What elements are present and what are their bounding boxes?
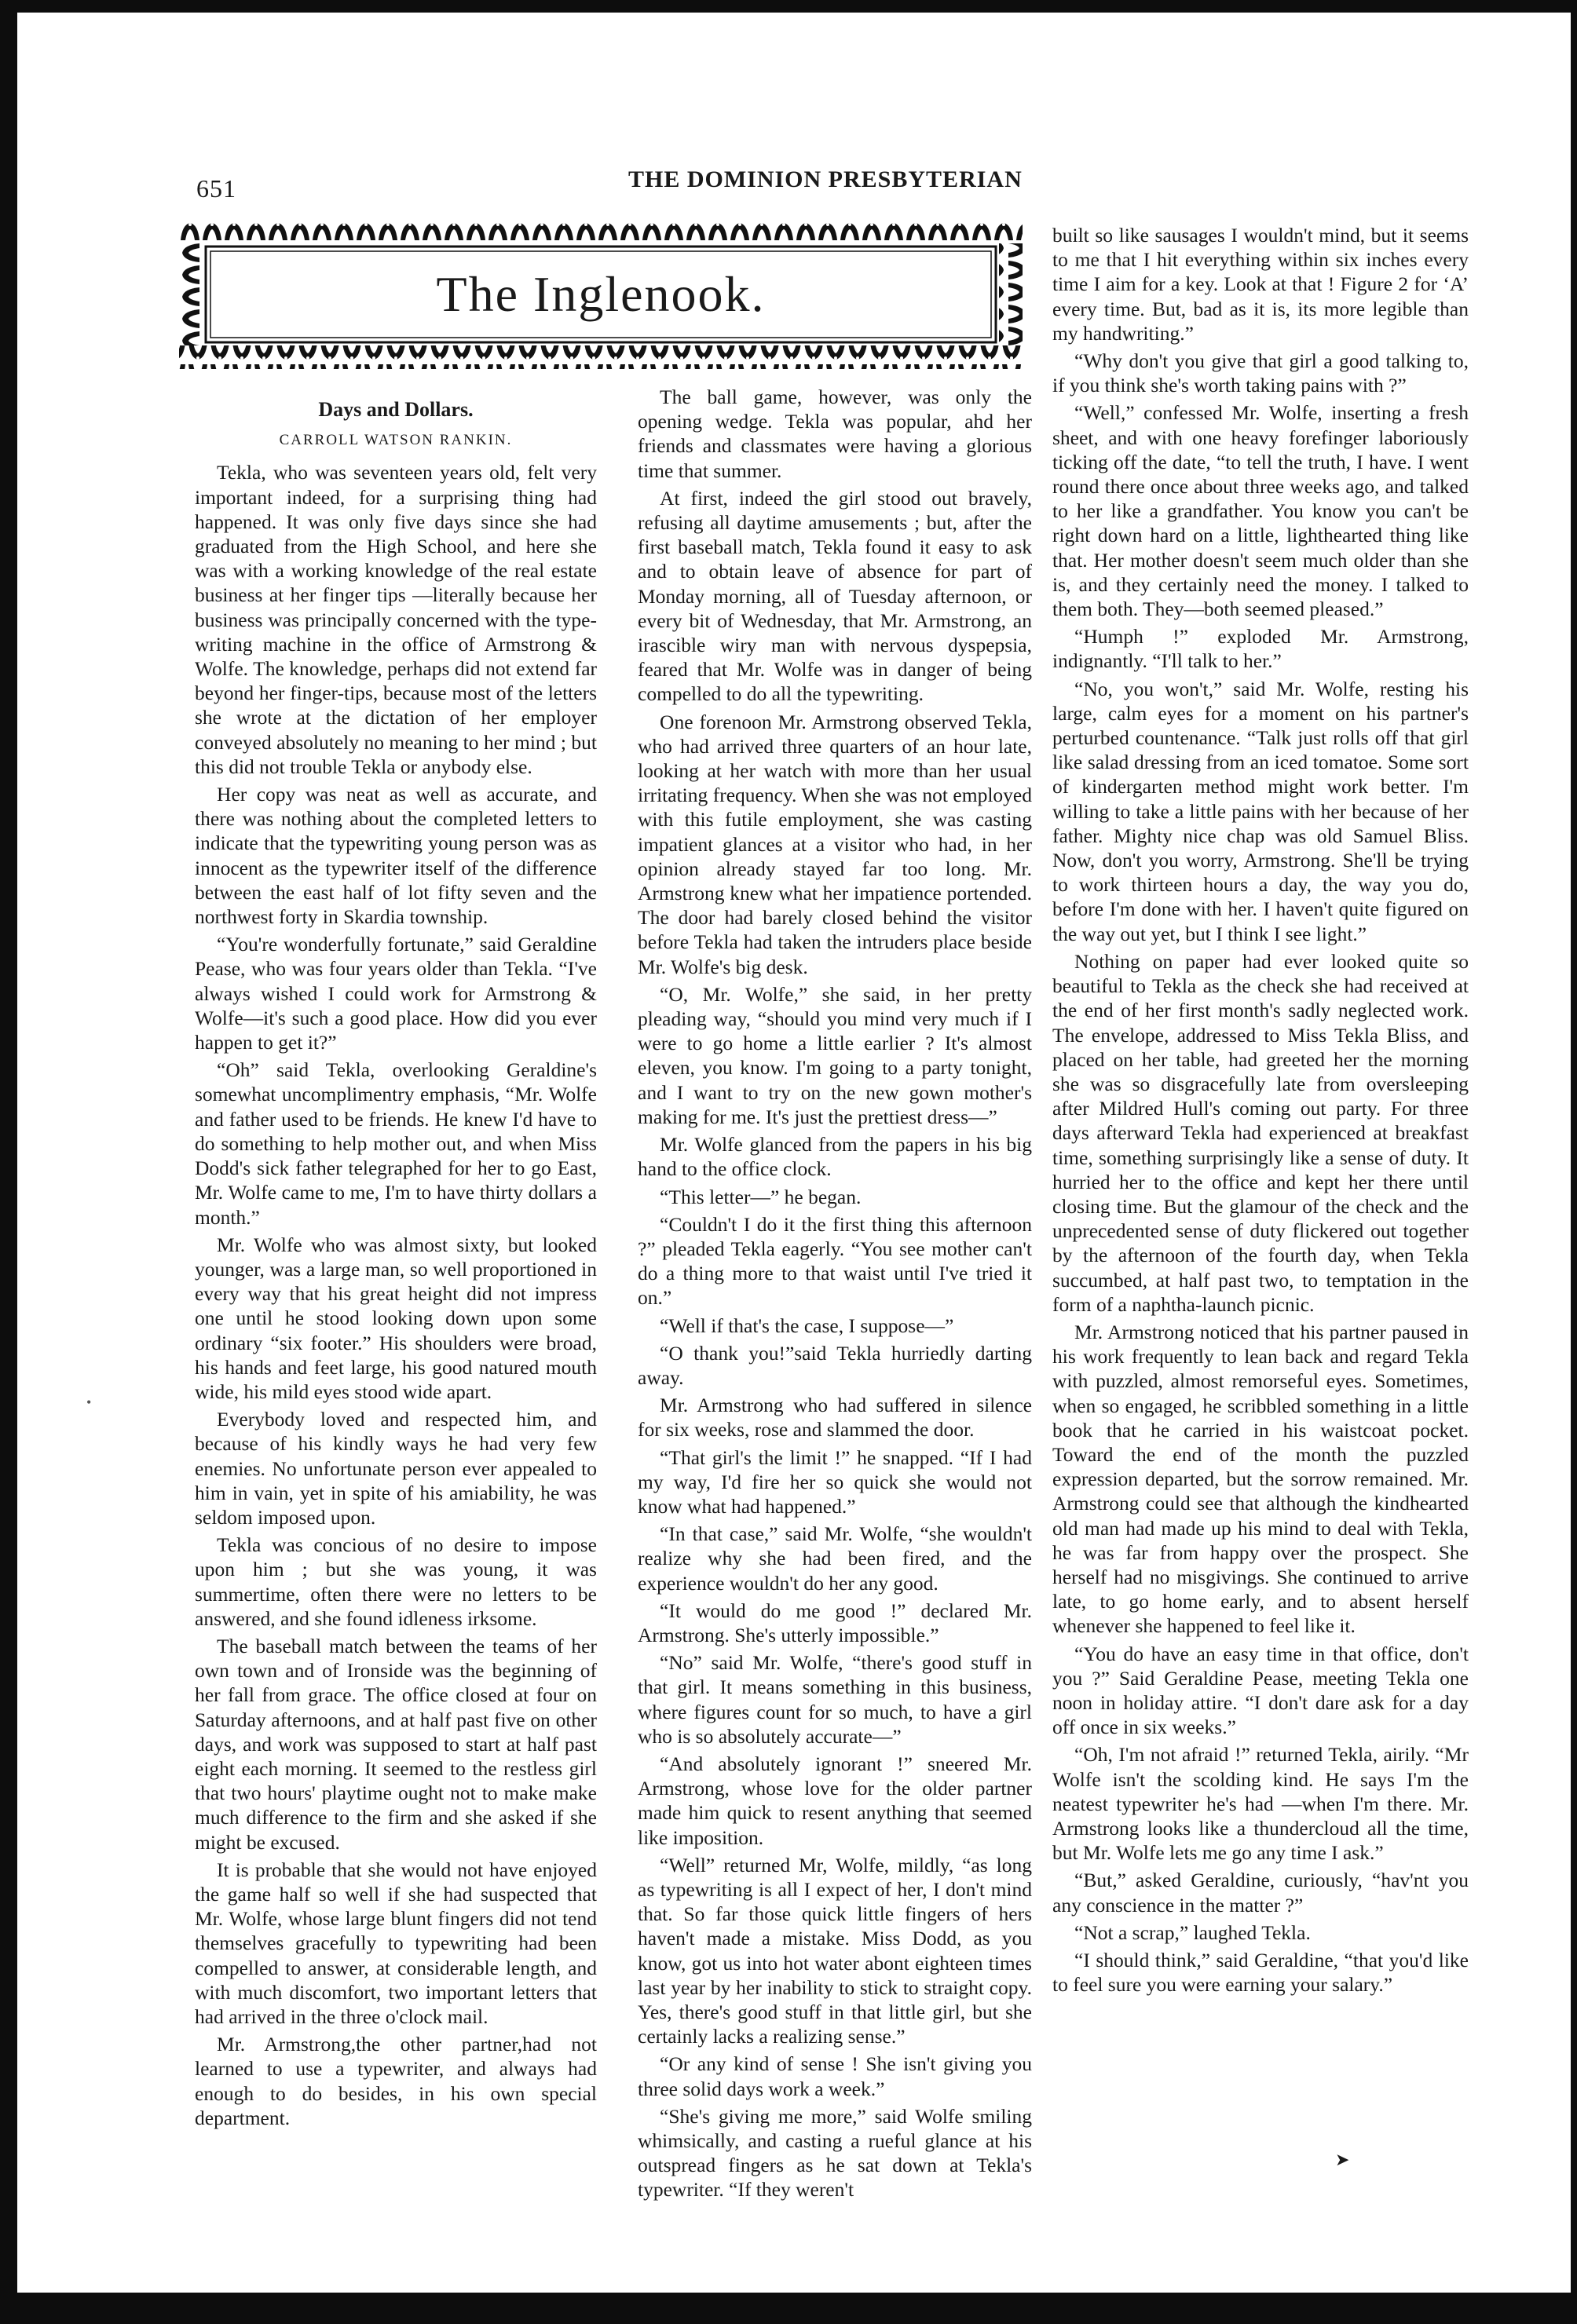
paragraph: “O, Mr. Wolfe,” she said, in her pretty pleading way, “should you mind very much if I were to go home a little earlier ? It's almost eleven, you know. I'm going to a party tonight, and I want to try on the new gown mother's making for me. It's just the prettiest dress—” bbox=[638, 982, 1032, 1128]
section-title: The Inglenook. bbox=[436, 266, 766, 322]
paragraph: “And absolutely ignorant !” sneered Mr. Armstrong, whose love for the older partner made him quick to resent anything that seemed like imposition. bbox=[638, 1752, 1032, 1849]
paragraph: It is probable that she would not have enjoyed the game half so well if she had suspected that Mr. Wolfe, whose large blunt fingers did not tend themselves gracefully to typewriting had been compelled to answer, at considerable length, and with much discomfort, two important letters that had arrived in the three o'clock mail. bbox=[195, 1858, 597, 2028]
paragraph: “Humph !” exploded Mr. Armstrong, indignantly. “I'll talk to her.” bbox=[1052, 625, 1469, 673]
paragraph: “O thank you!”said Tekla hurriedly darting away. bbox=[638, 1341, 1032, 1389]
paragraph: At first, indeed the girl stood out bravely, refusing all daytime amusements ; but, after the first baseball match, Tekla found it easy to ask and to obtain leave of absence for part of Monday morning, all of Tuesday afternoon, or every bit of Wednesday, that Mr. Armstrong, an irascible wiry man with nervous dyspepsia, feared that Mr. Wolfe was in danger of being compelled to do all the typewriting. bbox=[638, 486, 1032, 706]
paragraph: “I should think,” said Geraldine, “that you'd like to feel sure you were earning your salary.” bbox=[1052, 1949, 1469, 1997]
paragraph: “You're wonderfully fortunate,” said Geraldine Pease, who was four years older than Tekla. “I've always wished I could work for Armstrong & Wolfe—it's such a good place. How did you ever happen to get it?” bbox=[195, 933, 597, 1054]
paragraph: Tekla, who was seventeen years old, felt very important indeed, for a surprising thing had happened. It was only five days since she had graduated from the High School, and here she was with a working knowledge of the real estate business at her finger tips —literally because her business was principally concerned with the type-writing machine in the office of Armstrong & Wolfe. The knowledge, perhaps did not extend far beyond her finger-tips, because most of the letters she wrote at the dictation of her employer conveyed absolutely no meaning to her mind ; but this did not trouble Tekla or anybody else. bbox=[195, 461, 597, 778]
text-column-3 bbox=[1052, 223, 1469, 2000]
text-column-2 bbox=[638, 385, 1032, 2205]
article-title: Days and Dollars. bbox=[318, 398, 474, 421]
paragraph: “She's giving me more,” said Wolfe smiling whimsically, and casting a rueful glance at his outspread fingers as he sat down at Tekla's typewriter. “If they weren't bbox=[638, 2104, 1032, 2202]
paragraph: Mr. Wolfe who was almost sixty, but looked younger, was a large man, so well proportioned in every way that his great height did not impress one until he stood looking down upon some ordinary “six footer.” His shoulders were broad, his hands and feet large, his good natured mouth wide, his mild eyes stood wide apart. bbox=[195, 1233, 597, 1403]
scan-mark: ➤ bbox=[1335, 2150, 1350, 2169]
paragraph: Mr. Armstrong,the other partner,had not learned to use a typewriter, and always had enough to do besides, in his own special department. bbox=[195, 2033, 597, 2129]
article-byline: CARROLL WATSON RANKIN. bbox=[279, 432, 513, 449]
running-head: THE DOMINION PRESBYTERIAN bbox=[628, 166, 1023, 192]
paragraph: “Oh” said Tekla, overlooking Geraldine's somewhat uncomplimentry emphasis, “Mr. Wolfe and father used to be friends. He knew I'd have to do something to help mother out, and when Miss Dodd's sick father telegraphed for her to go East, Mr. Wolfe came to me, I'm to have thirty dollars a month.” bbox=[195, 1058, 597, 1229]
paragraph: “Why don't you give that girl a good talking to, if you think she's worth taking pains with ?” bbox=[1052, 349, 1469, 397]
paragraph: “This letter—” he began. bbox=[660, 1185, 862, 1208]
paragraph: “Oh, I'm not afraid !” returned Tekla, airily. “Mr Wolfe isn't the scolding kind. He says I'm the neatest typewriter he's had —when I'm there. Mr. Armstrong looks like a thundercloud all the time, but Mr. Wolfe lets me go any time I ask.” bbox=[1052, 1743, 1469, 1865]
paragraph: Everybody loved and respected him, and because of his kindly ways he had very few enemies. No unfortunate person ever appealed to him in vain, yet in spite of his amiability, he was seldom imposed upon. bbox=[195, 1408, 597, 1529]
scan-mark: • bbox=[86, 1394, 92, 1410]
scan-border-right bbox=[1571, 0, 1577, 2324]
paragraph: “No, you won't,” said Mr. Wolfe, resting his large, calm eyes for a moment on his partner's perturbed countenance. “Talk just rolls off that girl like salad dressing from an iced tomatoe. Some sort of kindergarten method might work better. I'm willing to take a little pains with her because of her father. Mighty nice chap was old Samuel Bliss. Now, don't you worry, Armstrong. She'll be trying to work thirteen hours a day, the way you do, before I'm done with her. I haven't quite figured on the way out yet, but I think I see light.” bbox=[1052, 677, 1469, 945]
text-column-1 bbox=[195, 397, 597, 2133]
paragraph: “Or any kind of sense ! She isn't giving you three solid days work a week.” bbox=[638, 2052, 1032, 2100]
paragraph: “Well,” confessed Mr. Wolfe, inserting a fresh sheet, and with one heavy forefinger laboriously ticking off the date, “to tell the truth, I have. I went round there once about three weeks ago, and talked to her like a grandfather. You know you can't be right down hard on a little, lighthearted thing like that. Her mother doesn't seem much older than she is, and they certainly need the money. I talked to them both. They—both seemed pleased.” bbox=[1052, 401, 1469, 621]
paragraph: One forenoon Mr. Armstrong observed Tekla, who had arrived three quarters of an hour late, looking at her watch with more than her usual irritating frequency. When she was not employed with this futile employment, she was casting impatient glances at a visitor who had, in her opinion already stayed far too long. Mr. Armstrong knew what her impatience portended. The door had barely closed behind the visitor before Tekla had taken the intruders place beside Mr. Wolfe's big desk. bbox=[638, 710, 1032, 978]
paragraph: The baseball match between the teams of her own town and of Ironside was the beginning of her fall from grace. The office closed at four on Saturday afternoons, and at half past five on other days, and work was supposed to start at half past eight each morning. It seemed to the restless girl that two hours' playtime ought not to make make much difference to the firm and she asked if she might be excused. bbox=[195, 1634, 597, 1854]
paragraph: Mr. Wolfe glanced from the papers in his big hand to the office clock. bbox=[638, 1133, 1032, 1181]
scan-border-top bbox=[0, 0, 1577, 13]
paragraph: Tekla was concious of no desire to impose upon him ; but she was young, it was summertime, often there were no letters to be answered, and she found idleness irksome. bbox=[195, 1533, 597, 1630]
paragraph: Mr. Armstrong who had suffered in silence for six weeks, rose and slammed the door. bbox=[638, 1394, 1032, 1442]
section-title-box bbox=[179, 220, 1023, 369]
paragraph: “It would do me good !” declared Mr. Armstrong. She's utterly impossible.” bbox=[638, 1599, 1032, 1646]
scan-border-left bbox=[0, 0, 17, 2324]
paragraph: Nothing on paper had ever looked quite so beautiful to Tekla as the check she had received at the end of her first month's sadly neglected work. The envelope, addressed to Miss Tekla Bliss, and placed on her table, had greeted her the morning she was so disgracefully late from oversleeping after Mildred Hull's coming out party. For three days afterward Tekla had experienced at breakfast time, something surprisingly like a sense of duty. It hurried her to the office and kept her there until closing time. But the glamour of the check and the unprecedented sense of duty flickered out together by the afternoon of the fourth day, when Tekla succumbed, at half past two, to temptation in the form of a naphtha-launch picnic. bbox=[1052, 949, 1469, 1316]
scan-border-bottom bbox=[0, 2293, 1577, 2324]
paragraph: “No” said Mr. Wolfe, “there's good stuff in that girl. It means something in this business, where figures count for so much, to have a girl who is so absolutely accurate—” bbox=[638, 1651, 1032, 1748]
paragraph: built so like sausages I wouldn't mind, but it seems to me that I hit everything within six inches every time I aim for a key. Look at that ! Figure 2 for ‘A’ every time. But, bad as it is, its more legible than my handwriting.” bbox=[1052, 224, 1469, 345]
page-number: 651 bbox=[196, 174, 236, 203]
paragraph: “Not a scrap,” laughed Tekla. bbox=[1074, 1920, 1311, 1944]
paragraph: Mr. Armstrong noticed that his partner paused in his work frequently to lean back and regard Tekla with puzzled, almost remorseful eyes. Sometimes, when so engaged, he scribbled something in a little book that he carried in his waistcoat pocket. Toward the end of the month the puzzled expression departed, but the sorrow remained. Mr. Armstrong could see that although the kindhearted old man had made up his mind to deal with Tekla, he was far from happy over the prospect. She herself had no misgivings. She continued to arrive late, to go home early, and to absent herself whenever she happened to feel like it. bbox=[1052, 1320, 1469, 1638]
paragraph: “You do have an easy time in that office, don't you ?” Said Geraldine Pease, meeting Tekla one noon in holiday attire. “I don't dare ask for a day off once in six weeks.” bbox=[1052, 1642, 1469, 1739]
paragraph: “That girl's the limit !” he snapped. “If I had my way, I'd fire her so quick she would not know what had happened.” bbox=[638, 1445, 1032, 1518]
paragraph: The ball game, however, was only the opening wedge. Tekla was popular, ahd her friends and classmates were having a glorious time that summer. bbox=[638, 386, 1032, 482]
paragraph: “Well” returned Mr, Wolfe, mildly, “as long as typewriting is all I expect of her, I don't mind that. So far those quick little fingers of hers haven't made a mistake. Miss Dodd, as you know, got us into hot water abont eighteen times last year by her inability to stick to straight copy. Yes, there's good stuff in that little girl, but she certainly lacks a realizing sense.” bbox=[638, 1853, 1032, 2048]
paragraph: “Couldn't I do it the first thing this afternoon ?” pleaded Tekla eagerly. “You see mother can't do a thing more to that waist until I've tried it on.” bbox=[638, 1212, 1032, 1310]
paragraph: “But,” asked Geraldine, curiously, “hav'nt you any conscience in the matter ?” bbox=[1052, 1869, 1469, 1917]
paragraph: Her copy was neat as well as accurate, and there was nothing about the completed letters to indicate that the typewriting young person was as innocent as the typewriter itself of the difference between the east half of lot fifty seven and the northwest forty in Skardia township. bbox=[195, 783, 597, 929]
paragraph: “Well if that's the case, I suppose—” bbox=[660, 1314, 954, 1337]
paragraph: “In that case,” said Mr. Wolfe, “she wouldn't realize why she had been fired, and the experience wouldn't do her any good. bbox=[638, 1522, 1032, 1595]
